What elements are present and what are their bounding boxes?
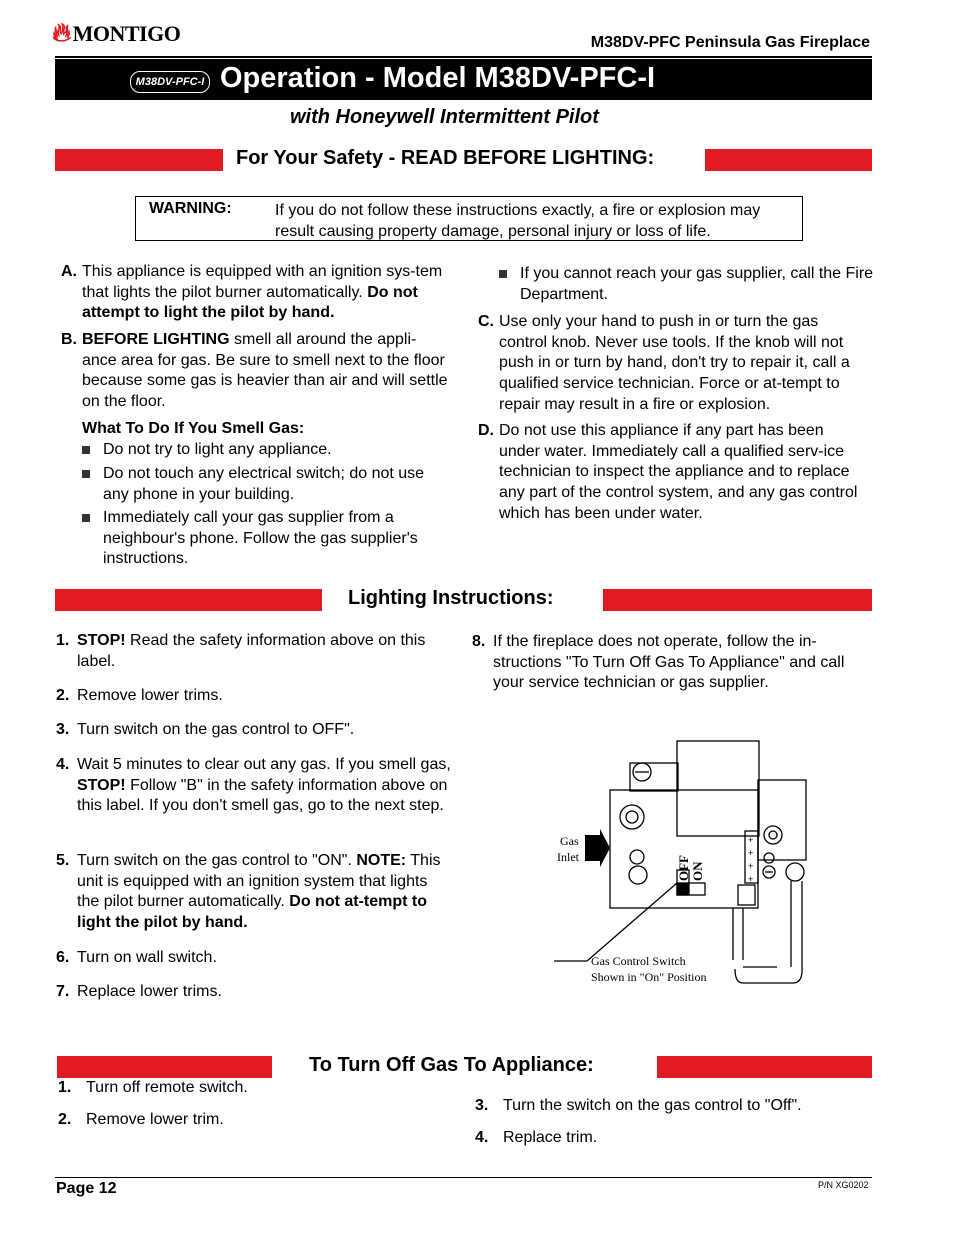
gas-inlet-label-1: Gas <box>560 834 579 848</box>
bullet-icon <box>499 270 507 278</box>
bullet-icon <box>82 446 90 454</box>
warning-label: WARNING: <box>149 200 232 217</box>
turn-off-step: 2. Remove lower trim. <box>58 1111 224 1128</box>
lighting-step: 6. Turn on wall switch. <box>56 949 217 966</box>
lighting-step: 1. STOP! Read the safety information above on this label. <box>56 632 426 670</box>
safety-item-c: C. Use only your hand to push in or turn the gas control knob. Never use tools. If the knob will not push in or turn by hand, don't try to repair it, call a qualified service technician. Force or at-tempt to repair may result in a fire or explosion. <box>478 313 850 413</box>
gas-valve-illustration <box>545 735 885 995</box>
switch-off-label: OFF <box>676 855 691 881</box>
lighting-step: 2. Remove lower trims. <box>56 687 223 704</box>
red-bar <box>55 149 223 171</box>
red-bar <box>657 1056 872 1078</box>
safety-heading: For Your Safety - READ BEFORE LIGHTING: <box>236 147 655 169</box>
page-subtitle: with Honeywell Intermittent Pilot <box>290 106 599 128</box>
flame-icon: 🔥︎ <box>52 18 71 47</box>
lighting-step: 7. Replace lower trims. <box>56 983 222 1000</box>
lighting-step: 8. If the fireplace does not operate, follow the in-structions "To Turn Off Gas To Appliance" and call your service technician or gas supplier. <box>472 633 845 692</box>
safety-item-d: D. Do not use this appliance if any part has been under water. Immediately call a qualified serv-ice technician to inspect the appliance and to replace any part of the control system, and any gas control which has been under water. <box>478 422 858 522</box>
turn-off-step: 3. Turn the switch on the gas control to "Off". <box>475 1097 802 1114</box>
diagram-caption-2: Shown in "On" Position <box>591 970 707 984</box>
smell-gas-heading: What To Do If You Smell Gas: <box>82 420 305 437</box>
header-rule <box>55 56 872 58</box>
switch-on-label: ON <box>690 861 705 881</box>
list-item: Immediately call your gas supplier from a neighbour's phone. Follow the gas supplier's instructions. <box>82 508 452 570</box>
warning-box <box>135 196 803 241</box>
lighting-heading: Lighting Instructions: <box>348 587 554 609</box>
safety-item-b: B. BEFORE LIGHTING smell all around the appli-ance area for gas. Be sure to smell next to the floor because some gas is heavier than air and will settle on the floor. <box>61 331 448 411</box>
montigo-logo: 🔥︎MONTIGO <box>52 18 181 47</box>
diagram-caption-1: Gas Control Switch <box>591 954 686 968</box>
gas-control-diagram <box>545 735 885 995</box>
model-badge: M38DV-PFC-I <box>130 71 210 93</box>
list-item: Do not touch any electrical switch; do not use any phone in your building. <box>82 464 452 505</box>
red-bar <box>57 1056 272 1078</box>
red-bar <box>603 589 872 611</box>
turn-off-heading: To Turn Off Gas To Appliance: <box>309 1054 594 1076</box>
lighting-step: 4. Wait 5 minutes to clear out any gas. If you smell gas, STOP! Follow "B" in the safety information above on this label. If you don't smell gas, go to the next step. <box>56 756 451 815</box>
gas-inlet-label-2: Inlet <box>557 850 579 864</box>
turn-off-step: 1. Turn off remote switch. <box>58 1079 248 1096</box>
page-number: Page 12 <box>56 1180 117 1197</box>
gas-inlet-arrow-icon <box>585 829 610 867</box>
red-bar <box>705 149 872 171</box>
title-bar <box>55 59 872 100</box>
bullet-icon <box>82 470 90 478</box>
safety-item-a: A. This appliance is equipped with an ignition sys-tem that lights the pilot burner automatically. Do not attempt to light the pilot by hand. <box>61 263 443 322</box>
red-bar <box>55 589 322 611</box>
lighting-step: 5. Turn switch on the gas control to "ON". NOTE: This unit is equipped with an ignition system that lights the pilot burner automatically. Do not at-tempt to light the pilot by hand. <box>56 852 441 932</box>
bullet-icon <box>82 514 90 522</box>
svg-text:+: + <box>748 862 754 872</box>
svg-text:+: + <box>748 836 754 846</box>
page-title: Operation - Model M38DV-PFC-I <box>220 62 656 94</box>
list-item: Do not try to light any appliance. <box>82 440 452 461</box>
list-item: If you cannot reach your gas supplier, call the Fire Department. <box>499 264 874 305</box>
lighting-step: 3. Turn switch on the gas control to OFF". <box>56 721 355 738</box>
turn-off-step: 4. Replace trim. <box>475 1129 598 1146</box>
part-number: P/N XG0202 <box>818 1180 869 1190</box>
document-title: M38DV-PFC Peninsula Gas Fireplace <box>590 34 870 51</box>
warning-text: If you do not follow these instructions exactly, a fire or explosion may result causing property damage, personal injury or loss of life. <box>275 202 761 240</box>
svg-text:+: + <box>748 849 754 859</box>
svg-text:+: + <box>748 875 754 885</box>
switch-lever <box>677 883 689 895</box>
footer-rule <box>55 1177 872 1178</box>
